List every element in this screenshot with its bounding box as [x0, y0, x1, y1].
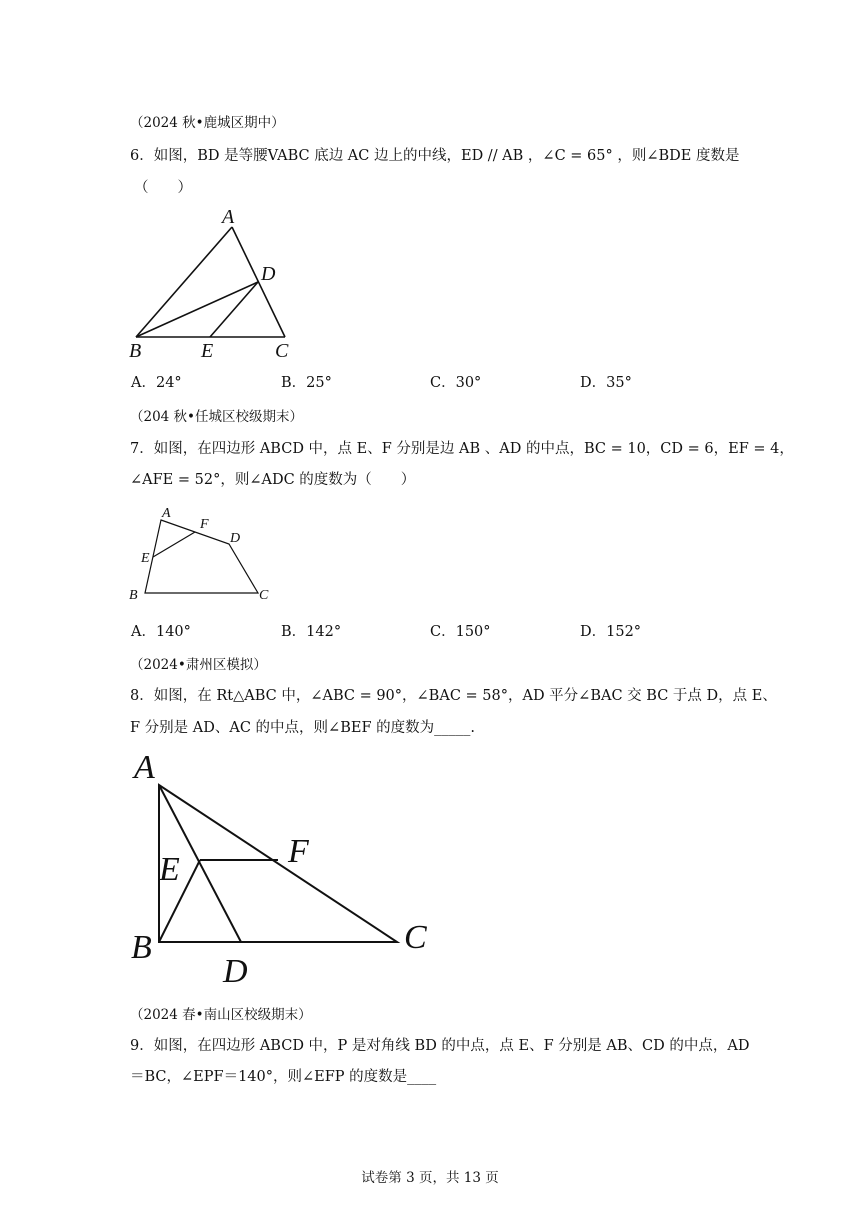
q7-label-c: C — [259, 588, 269, 603]
q8-label-b: B — [131, 929, 152, 966]
q9-stem-line2: ＝BC，∠EPF＝140°，则∠EFP 的度数是____ — [130, 1069, 437, 1085]
q6-option-d: D．35° — [580, 375, 632, 391]
q8-label-f: F — [288, 833, 309, 870]
q7-stem-line1: 7．如图，在四边形 ABCD 中，点 E、F 分别是边 AB 、AD 的中点，BC = 10，CD = 6，EF = 4， — [130, 441, 794, 457]
q6-option-a: A．24° — [131, 375, 182, 391]
q8-source: （2024•肃州区模拟） — [130, 657, 267, 673]
q7-label-f: F — [200, 517, 209, 532]
q7-option-b: B．142° — [281, 624, 342, 640]
q6-segment-bd — [136, 282, 258, 337]
q6-option-c: C．30° — [430, 375, 482, 391]
q8-stem-line1: 8．如图，在 Rt△ABC 中，∠ABC = 90°，∠BAC = 58°，AD 平分∠BAC 交 BC 于点 D，点 E、 — [130, 688, 777, 704]
q7-label-a: A — [162, 506, 171, 521]
q7-stem-line2: ∠AFE = 52°，则∠ADC 的度数为（ ） — [130, 472, 416, 488]
q8-label-a: A — [134, 749, 155, 786]
q8-label-c: C — [404, 919, 427, 956]
q7-segment-ef — [153, 532, 195, 557]
q8-triangle — [159, 785, 397, 942]
q9-source: （2024 春•南山区校级期末） — [130, 1007, 312, 1023]
q6-stem-line1: 6．如图，BD 是等腰VABC 底边 AC 边上的中线，ED // AB ，∠C = 65° ，则∠BDE 度数是 — [130, 148, 740, 164]
q7-label-b: B — [129, 588, 138, 603]
q6-segment-ac — [232, 227, 285, 337]
q8-label-e: E — [159, 851, 180, 888]
q6-segment-ab — [136, 227, 232, 337]
q6-label-e: E — [201, 340, 214, 362]
q6-label-d: D — [261, 263, 276, 285]
q7-label-e: E — [141, 551, 150, 566]
q7-option-a: A．140° — [131, 624, 191, 640]
q6-stem-line2: （ ） — [134, 180, 192, 196]
q8-figure — [159, 785, 397, 942]
q6-option-b: B．25° — [281, 375, 332, 391]
q7-source: （204 秋•任城区校级期末） — [130, 409, 304, 425]
q9-stem-line1: 9．如图，在四边形 ABCD 中，P 是对角线 BD 的中点，点 E、F 分别是 AB、CD 的中点，AD — [130, 1038, 750, 1054]
q7-option-d: D．152° — [580, 624, 642, 640]
q6-label-c: C — [275, 340, 289, 362]
q6-label-b: B — [129, 340, 142, 362]
q6-source: （2024 秋•鹿城区期中） — [130, 115, 285, 131]
q8-stem-line2: F 分别是 AD、AC 的中点，则∠BEF 的度数为_____. — [130, 720, 475, 736]
q6-segment-ed — [210, 282, 258, 337]
q7-label-d: D — [230, 531, 241, 546]
q8-label-d: D — [223, 953, 248, 990]
q6-label-a: A — [222, 206, 235, 228]
page-footer: 试卷第 3 页，共 13 页 — [361, 1170, 499, 1186]
q7-option-c: C．150° — [430, 624, 491, 640]
